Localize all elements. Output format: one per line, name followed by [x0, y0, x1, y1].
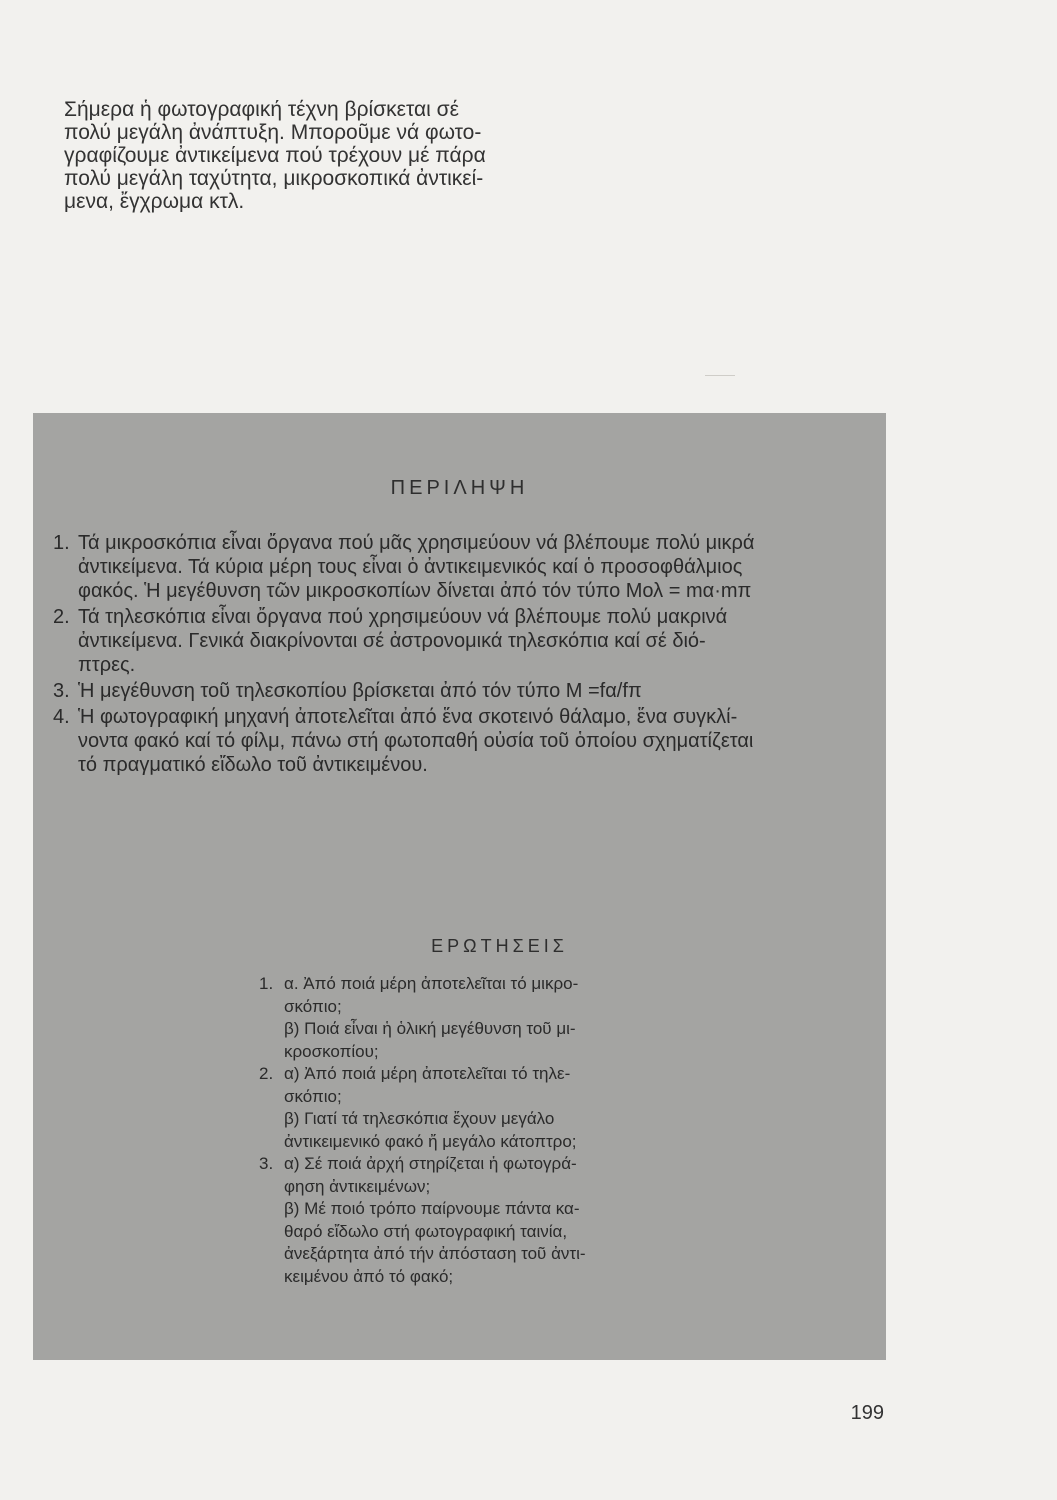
question-part	[284, 1063, 669, 1108]
summary-list	[53, 531, 873, 779]
intro-line: πολύ μεγάλη ταχύτητα, μικροσκοπικά ἀντικεί-	[64, 167, 484, 190]
summary-item	[53, 605, 873, 677]
question-line: β) Γιατί τά τηλεσκόπια ἔχουν μεγάλο	[284, 1109, 555, 1128]
intro-paragraph	[64, 98, 534, 213]
question-line: β) Μέ ποιό τρόπο παίρνουμε πάντα κα-	[284, 1199, 580, 1218]
question-line: κροσκοπίου;	[284, 1041, 379, 1061]
item-number: 3.	[53, 680, 70, 702]
question-line: κειμένου ἀπό τό φακό;	[284, 1266, 454, 1286]
question-number: 1.	[259, 974, 274, 993]
faint-rule	[705, 375, 735, 376]
item-line: Ἡ φωτογραφική μηχανή ἀποτελεῖται ἀπό ἕνα σκοτεινό θάλαμο, ἕνα συγκλί-	[78, 706, 738, 728]
question-item	[259, 1153, 669, 1288]
questions-title: ΕΡΩΤΗΣΕΙΣ	[431, 936, 568, 956]
item-line: Τά τηλεσκόπια εἶναι ὄργανα πού χρησιμεύουν νά βλέπουμε πολύ μακρινά	[78, 606, 728, 628]
question-part	[284, 1153, 669, 1198]
item-line: νοντα φακό καί τό φίλμ, πάνω στή φωτοπαθή οὐσία τοῦ ὁποίου σχηματίζεται	[78, 730, 754, 752]
summary-item	[53, 705, 873, 777]
item-line: τό πραγματικό εἴδωλο τοῦ ἀντικειμένου.	[78, 754, 428, 776]
question-part	[284, 1198, 669, 1288]
item-line: πτρες.	[78, 654, 136, 676]
page-number: 199	[850, 1402, 884, 1424]
question-item	[259, 973, 669, 1063]
question-line: σκόπιο;	[284, 1086, 342, 1106]
question-line: α. Ἀπό ποιά μέρη ἀποτελεῖται τό μικρο-	[284, 974, 579, 993]
question-part	[284, 1108, 669, 1153]
question-line: σκόπιο;	[284, 996, 342, 1016]
question-line: ἀνεξάρτητα ἀπό τήν ἀπόσταση τοῦ ἀντι-	[284, 1244, 586, 1263]
intro-line: μενα, ἔγχρωμα κτλ.	[64, 190, 245, 213]
question-part	[284, 973, 669, 1018]
item-line: Τά μικροσκόπια εἶναι ὄργανα πού μᾶς χρησιμεύουν νά βλέπουμε πολύ μικρά	[78, 532, 755, 554]
intro-line: πολύ μεγάλη ἀνάπτυξη. Μποροῦμε νά φωτο-	[64, 121, 482, 144]
intro-line: γραφίζουμε ἀντικείμενα πού τρέχουν μέ πάρα	[64, 144, 486, 167]
item-number: 1.	[53, 532, 70, 554]
question-number: 2.	[259, 1064, 274, 1083]
question-line: α) Ἀπό ποιά μέρη ἀποτελεῖται τό τηλε-	[284, 1064, 571, 1083]
summary-item	[53, 531, 873, 603]
question-line: α) Σέ ποιά ἀρχή στηρίζεται ἡ φωτογρά-	[284, 1154, 577, 1173]
item-number: 2.	[53, 606, 70, 628]
item-line: ἀντικείμενα. Τά κύρια μέρη τους εἶναι ὁ ἀντικειμενικός καί ὁ προσοφθάλμιος	[78, 556, 743, 578]
item-line: Ἡ μεγέθυνση τοῦ τηλεσκοπίου βρίσκεται ἀπό τόν τύπο M =fα/fπ	[78, 680, 642, 702]
summary-item	[53, 679, 873, 703]
item-line: ἀντικείμενα. Γενικά διακρίνονται σέ ἀστρονομικά τηλεσκόπια καί σέ διό-	[78, 630, 706, 652]
summary-box	[33, 413, 886, 1360]
question-line: ἀντικειμενικό φακό ἤ μεγάλο κάτοπτρο;	[284, 1131, 577, 1151]
questions-list	[259, 973, 669, 1288]
summary-title: ΠΕΡΙΛΗΨΗ	[390, 477, 529, 499]
question-item	[259, 1063, 669, 1153]
item-number: 4.	[53, 706, 70, 728]
question-line: φηση ἀντικειμένων;	[284, 1176, 431, 1196]
question-line: θαρό εἴδωλο στή φωτογραφική ταινία,	[284, 1221, 568, 1241]
item-line: φακός. Ἡ μεγέθυνση τῶν μικροσκοπίων δίνεται ἀπό τόν τύπο Mολ = mα·mπ	[78, 580, 752, 602]
question-number: 3.	[259, 1154, 274, 1173]
question-part	[284, 1018, 669, 1063]
question-line: β) Ποιά εἶναι ἡ ὁλική μεγέθυνση τοῦ μι-	[284, 1019, 576, 1038]
intro-line: Σήμερα ἡ φωτογραφική τέχνη βρίσκεται σέ	[64, 98, 460, 121]
